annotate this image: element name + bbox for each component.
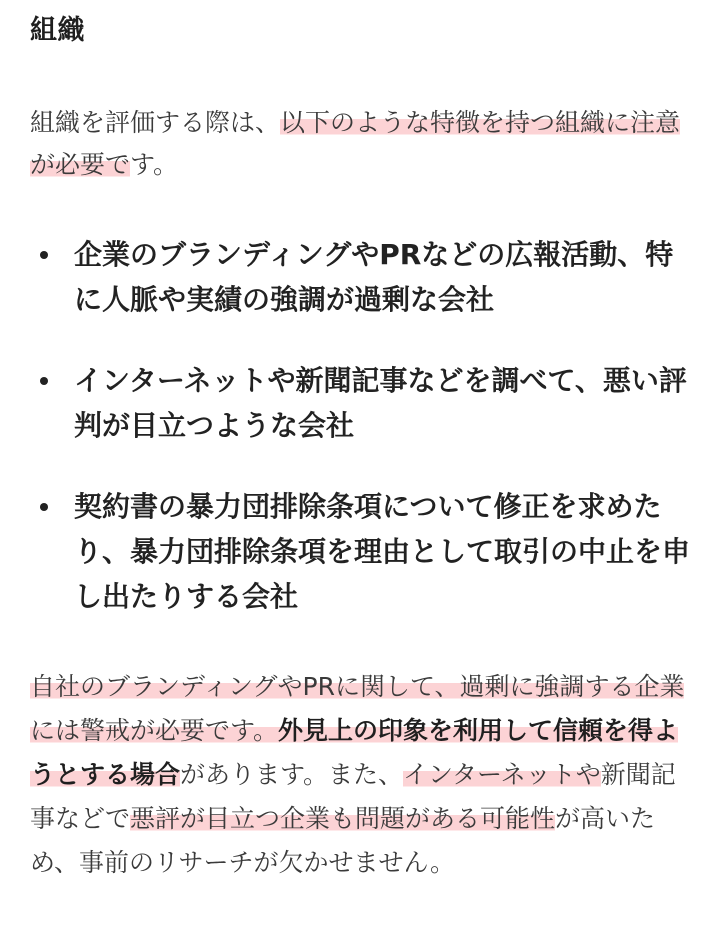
summary-highlight-2: インターネットや bbox=[403, 760, 601, 789]
bullet-dot-icon bbox=[40, 251, 48, 259]
section-heading: 組織 bbox=[30, 15, 85, 46]
bullet-dot-icon bbox=[40, 503, 48, 511]
intro-text: 組織を評価する際は、 bbox=[30, 108, 281, 137]
summary-text-3: が高いため、事前のリサーチが欠かせません。 bbox=[30, 804, 656, 877]
caution-list bbox=[30, 232, 698, 655]
summary-text-1: があります。また、 bbox=[180, 760, 404, 789]
list-item-text: 契約書の暴力団排除条項について修正を求めたり、暴力団排除条項を理由として取引の中止を申し出たりする会社 bbox=[74, 490, 691, 613]
bullet-dot-icon bbox=[40, 377, 48, 385]
list-item bbox=[30, 358, 698, 448]
intro-tail: す。 bbox=[130, 150, 179, 179]
summary-highlight-1: 自社のブランディングやPRに関して、過剰に強調する企業には警戒が必要です。 bbox=[30, 672, 685, 745]
intro-paragraph bbox=[30, 102, 698, 186]
list-item bbox=[30, 232, 698, 322]
summary-highlight-3: 悪評が目立つ企業も問題がある可能性 bbox=[130, 804, 556, 833]
list-item-text: 企業のブランディングやPRなどの広報活動、特に人脈や実績の強調が過剰な会社 bbox=[74, 238, 674, 316]
list-item bbox=[30, 484, 698, 619]
intro-highlight: 以下のような特徴を持つ組織に注意が必要で bbox=[30, 108, 681, 179]
summary-text-2: 新聞記事などで bbox=[30, 760, 676, 833]
list-item-text: インターネットや新聞記事などを調べて、悪い評判が目立つような会社 bbox=[74, 364, 687, 442]
summary-bold-highlight: 外見上の印象を利用して信頼を得ようとする場合 bbox=[30, 716, 679, 789]
summary-paragraph bbox=[30, 665, 698, 885]
